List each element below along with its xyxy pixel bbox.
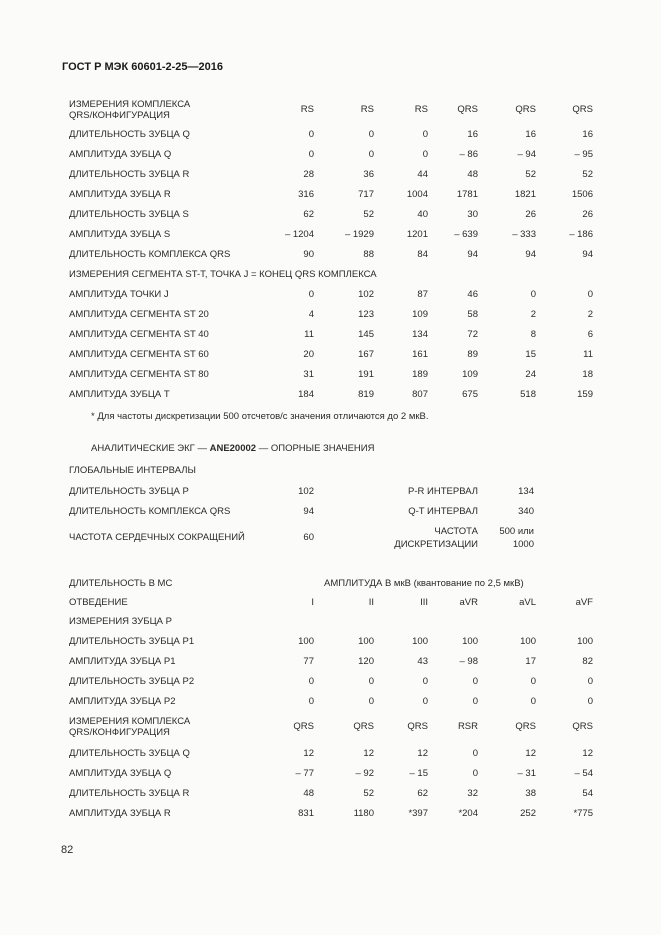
row-label: АМПЛИТУДА ЗУБЦА R — [69, 808, 171, 819]
cell-value: 0 — [530, 696, 536, 707]
cell-value: 102 — [358, 289, 374, 300]
row-label: ДЛИТЕЛЬНОСТЬ ЗУБЦА Р2 — [69, 676, 195, 687]
global-intervals-label: ГЛОБАЛЬНЫЕ ИНТЕРВАЛЫ — [69, 465, 196, 476]
cell-value: – 94 — [517, 149, 536, 160]
cell-value: II — [368, 597, 374, 608]
cell-value: 109 — [412, 309, 428, 320]
cell-value: 100 — [358, 636, 374, 647]
qt-interval-label: Q-T ИНТЕРВАЛ — [408, 506, 478, 517]
cell-value: 8 — [530, 329, 536, 340]
row-label-line: QRS/КОНФИГУРАЦИЯ — [69, 110, 170, 121]
cell-value: 6 — [587, 329, 593, 340]
footnote: * Для частоты дискретизации 500 отсчетов/с значения отличаются до 2 мкВ. — [91, 411, 429, 422]
cell-value: – 639 — [454, 229, 478, 240]
cell-value: 1180 — [353, 808, 374, 819]
row-label: АМПЛИТУДА ЗУБЦА Т — [69, 389, 170, 400]
cell-value: 24 — [525, 369, 536, 380]
sampling-rate-label-line1: ЧАСТОТА — [434, 526, 478, 537]
cell-value: 0 — [308, 149, 314, 160]
row-label: ДЛИТЕЛЬНОСТЬ ЗУБЦА Q — [69, 748, 190, 759]
table-header-row — [69, 99, 593, 123]
cell-value: 161 — [412, 349, 428, 360]
section-title-prefix: АНАЛИТИЧЕСКИЕ ЭКГ — — [91, 443, 210, 454]
p-duration-value: 102 — [298, 486, 314, 497]
row-label: АМПЛИТУДА ЗУБЦА R — [69, 189, 171, 200]
row-label-line: ИЗМЕРЕНИЯ КОМПЛЕКСА — [69, 716, 191, 727]
table-row — [69, 229, 593, 243]
cell-value: 0 — [422, 676, 428, 687]
table-row — [69, 349, 593, 363]
pr-interval-value: 134 — [518, 486, 534, 497]
cell-value: 0 — [472, 696, 478, 707]
cell-value: – 92 — [355, 768, 374, 779]
cell-value: 120 — [358, 656, 374, 667]
cell-value: 43 — [417, 656, 428, 667]
cell-value: 2 — [587, 309, 593, 320]
cell-value: QRS — [293, 721, 314, 732]
table-row — [69, 748, 593, 762]
cell-value: 2 — [530, 309, 536, 320]
table-row — [69, 289, 593, 303]
row-label: АМПЛИТУДА СЕГМЕНТА ST 60 — [69, 349, 209, 360]
cell-value: 100 — [298, 636, 314, 647]
table-row — [69, 676, 593, 690]
table-row — [69, 696, 593, 710]
cell-value: 94 — [525, 249, 536, 260]
cell-value: 0 — [368, 129, 374, 140]
row-label: АМПЛИТУДА ЗУБЦА Р1 — [69, 656, 176, 667]
cell-value: 17 — [525, 656, 536, 667]
cell-value: 252 — [520, 808, 536, 819]
cell-value: RS — [300, 104, 314, 115]
table-header-row — [69, 716, 593, 740]
cell-value: 1201 — [406, 229, 428, 240]
cell-value: 1821 — [514, 189, 536, 200]
cell-value: aVR — [459, 597, 478, 608]
cell-value: 717 — [358, 189, 374, 200]
cell-value: 0 — [422, 129, 428, 140]
row-label: ДЛИТЕЛЬНОСТЬ ЗУБЦА Q — [69, 129, 190, 140]
row-label: ДЛИТЕЛЬНОСТЬ ЗУБЦА S — [69, 209, 189, 220]
cell-value: 0 — [368, 676, 374, 687]
cell-value: 90 — [303, 249, 314, 260]
sampling-rate-value — [486, 525, 534, 551]
cell-value: 134 — [412, 329, 428, 340]
table-row — [69, 369, 593, 383]
table-row — [69, 329, 593, 343]
qrs-duration-value: 94 — [303, 506, 314, 517]
cell-value: – 15 — [409, 768, 428, 779]
cell-value: 16 — [582, 129, 593, 140]
table-row — [69, 788, 593, 802]
cell-value: 46 — [467, 289, 478, 300]
cell-value: 15 — [525, 349, 536, 360]
cell-value: 18 — [582, 369, 593, 380]
cell-value: 0 — [422, 149, 428, 160]
cell-value: *397 — [408, 808, 428, 819]
cell-value: 52 — [363, 788, 374, 799]
cell-value: 0 — [422, 696, 428, 707]
cell-value: 0 — [308, 289, 314, 300]
cell-value: 32 — [467, 788, 478, 799]
cell-value: 167 — [358, 349, 374, 360]
cell-value: 62 — [303, 209, 314, 220]
cell-value: 36 — [363, 169, 374, 180]
cell-value: – 186 — [569, 229, 593, 240]
cell-value: 26 — [525, 209, 536, 220]
table-row — [69, 169, 593, 183]
cell-value: – 31 — [517, 768, 536, 779]
row-label: ДЛИТЕЛЬНОСТЬ ЗУБЦА Р1 — [69, 636, 195, 647]
cell-value: – 77 — [295, 768, 314, 779]
cell-value: 0 — [587, 289, 593, 300]
cell-value: III — [420, 597, 428, 608]
cell-value: 819 — [358, 389, 374, 400]
cell-value: 52 — [525, 169, 536, 180]
cell-value: 12 — [417, 748, 428, 759]
cell-value: 82 — [582, 656, 593, 667]
cell-value: 4 — [308, 309, 314, 320]
row-label: АМПЛИТУДА ЗУБЦА Q — [69, 768, 172, 779]
p-duration-label: ДЛИТЕЛЬНОСТЬ ЗУБЦА Р — [69, 486, 189, 497]
cell-value: QRS — [457, 104, 478, 115]
cell-value: – 333 — [512, 229, 536, 240]
cell-value: 26 — [582, 209, 593, 220]
cell-value: 11 — [583, 349, 593, 360]
cell-value: QRS — [572, 104, 593, 115]
row-label: ОТВЕДЕНИЕ — [69, 597, 128, 608]
cell-value: 88 — [363, 249, 374, 260]
heart-rate-label: ЧАСТОТА СЕРДЕЧНЫХ СОКРАЩЕНИЙ — [69, 532, 245, 543]
cell-value: QRS — [353, 721, 374, 732]
cell-value: QRS — [407, 721, 428, 732]
cell-value: aVL — [519, 597, 536, 608]
cell-value: 52 — [582, 169, 593, 180]
cell-value: 184 — [298, 389, 314, 400]
cell-value: 0 — [308, 696, 314, 707]
pr-interval-label: Р-R ИНТЕРВАЛ — [408, 486, 478, 497]
row-label: ИЗМЕРЕНИЯ ЗУБЦА Р — [69, 616, 172, 627]
cell-value: – 95 — [574, 149, 593, 160]
cell-value: 77 — [303, 656, 314, 667]
cell-value: 1781 — [456, 189, 478, 200]
table-row — [69, 389, 593, 403]
sampling-rate-label — [380, 525, 478, 551]
cell-value: 0 — [472, 748, 478, 759]
row-label-line: QRS/КОНФИГУРАЦИЯ — [69, 727, 170, 738]
cell-value: 831 — [298, 808, 314, 819]
cell-value: 62 — [417, 788, 428, 799]
cell-value: – 1929 — [344, 229, 374, 240]
cell-value: 52 — [363, 209, 374, 220]
cell-value: 0 — [368, 149, 374, 160]
cell-value: 87 — [417, 289, 428, 300]
duration-unit-label: ДЛИТЕЛЬНОСТЬ В МС — [69, 578, 173, 589]
cell-value: 109 — [462, 369, 478, 380]
cell-value: aVF — [575, 597, 593, 608]
row-label: АМПЛИТУДА СЕГМЕНТА ST 40 — [69, 329, 209, 340]
cell-value: 16 — [467, 129, 478, 140]
row-label: ИЗМЕРЕНИЯ СЕГМЕНТА ST-T, ТОЧКА J = КОНЕЦ QRS КОМПЛЕКСА — [69, 269, 377, 280]
table-row — [69, 808, 593, 822]
cell-value: 0 — [308, 676, 314, 687]
cell-value: 100 — [412, 636, 428, 647]
cell-value: 28 — [303, 169, 314, 180]
table-row — [69, 656, 593, 670]
cell-value: 316 — [298, 189, 314, 200]
section-title-suffix: — ОПОРНЫЕ ЗНАЧЕНИЯ — [256, 443, 375, 454]
row-label: ДЛИТЕЛЬНОСТЬ КОМПЛЕКСА QRS — [69, 249, 231, 260]
row-label — [69, 99, 190, 121]
cell-value: 1004 — [406, 189, 428, 200]
document-header: ГОСТ Р МЭК 60601-2-25—2016 — [62, 61, 223, 73]
cell-value: 145 — [358, 329, 374, 340]
row-label: ДЛИТЕЛЬНОСТЬ ЗУБЦА R — [69, 788, 190, 799]
cell-value: 20 — [303, 349, 314, 360]
cell-value: 11 — [304, 329, 314, 340]
cell-value: 72 — [467, 329, 478, 340]
amplitude-unit-label: АМПЛИТУДА В мкВ (квантование по 2,5 мкВ) — [324, 578, 524, 589]
page-number: 82 — [61, 844, 74, 856]
cell-value: 94 — [582, 249, 593, 260]
cell-value: 189 — [412, 369, 428, 380]
table-row — [69, 636, 593, 650]
cell-value: 54 — [582, 788, 593, 799]
cell-value: 0 — [472, 768, 478, 779]
cell-value: RSR — [457, 721, 478, 732]
table-row — [69, 189, 593, 203]
cell-value: 0 — [530, 289, 536, 300]
cell-value: 518 — [520, 389, 536, 400]
lead-header-row — [69, 597, 593, 611]
cell-value: 0 — [368, 696, 374, 707]
cell-value: QRS — [515, 721, 536, 732]
section-label-row — [69, 616, 593, 630]
cell-value: 0 — [472, 676, 478, 687]
cell-value: 807 — [412, 389, 428, 400]
cell-value: 58 — [467, 309, 478, 320]
row-label: АМПЛИТУДА СЕГМЕНТА ST 80 — [69, 369, 209, 380]
row-label: АМПЛИТУДА ЗУБЦА S — [69, 229, 171, 240]
sampling-rate-value-line1: 500 или — [499, 526, 534, 537]
qrs-duration-label: ДЛИТЕЛЬНОСТЬ КОМПЛЕКСА QRS — [69, 506, 231, 517]
row-label: АМПЛИТУДА ЗУБЦА Q — [69, 149, 172, 160]
cell-value: 38 — [525, 788, 536, 799]
cell-value: 84 — [417, 249, 428, 260]
cell-value: 16 — [525, 129, 536, 140]
cell-value: QRS — [515, 104, 536, 115]
cell-value: – 86 — [459, 149, 478, 160]
row-label: АМПЛИТУДА ЗУБЦА Р2 — [69, 696, 176, 707]
sampling-rate-value-line2: 1000 — [512, 539, 534, 550]
table-row — [69, 129, 593, 143]
cell-value: – 54 — [574, 768, 593, 779]
row-label-line: ИЗМЕРЕНИЯ КОМПЛЕКСА — [69, 99, 191, 110]
table-row — [69, 768, 593, 782]
table-row — [69, 309, 593, 323]
cell-value: 0 — [308, 129, 314, 140]
cell-value: *775 — [573, 808, 593, 819]
cell-value: 191 — [358, 369, 374, 380]
cell-value: 159 — [577, 389, 593, 400]
heart-rate-value: 60 — [303, 532, 314, 543]
row-label — [69, 716, 190, 738]
cell-value: 0 — [587, 676, 593, 687]
cell-value: 12 — [363, 748, 374, 759]
cell-value: 12 — [303, 748, 314, 759]
section-title-ane20002 — [91, 443, 374, 454]
cell-value: RS — [360, 104, 374, 115]
cell-value: 0 — [530, 676, 536, 687]
table-row — [69, 249, 593, 263]
cell-value: – 98 — [459, 656, 478, 667]
cell-value: 30 — [467, 209, 478, 220]
cell-value: 100 — [462, 636, 478, 647]
section-label-row — [69, 269, 593, 283]
cell-value: 123 — [358, 309, 374, 320]
cell-value: 40 — [417, 209, 428, 220]
cell-value: 48 — [467, 169, 478, 180]
cell-value: 12 — [525, 748, 536, 759]
cell-value: 0 — [587, 696, 593, 707]
cell-value: 100 — [520, 636, 536, 647]
row-label: ДЛИТЕЛЬНОСТЬ ЗУБЦА R — [69, 169, 190, 180]
section-title-code: ANE20002 — [209, 443, 257, 454]
cell-value: 1506 — [571, 189, 593, 200]
table-row — [69, 209, 593, 223]
table-row — [69, 149, 593, 163]
row-label: АМПЛИТУДА ТОЧКИ J — [69, 289, 169, 300]
cell-value: I — [311, 597, 314, 608]
cell-value: 12 — [582, 748, 593, 759]
cell-value: 31 — [303, 369, 314, 380]
row-label: АМПЛИТУДА СЕГМЕНТА ST 20 — [69, 309, 209, 320]
qt-interval-value: 340 — [518, 506, 534, 517]
cell-value: 44 — [417, 169, 428, 180]
cell-value: 48 — [303, 788, 314, 799]
cell-value: – 1204 — [284, 229, 314, 240]
cell-value: 675 — [462, 389, 478, 400]
sampling-rate-label-line2: ДИСКРЕТИЗАЦИИ — [394, 539, 478, 550]
cell-value: 94 — [467, 249, 478, 260]
cell-value: 100 — [577, 636, 593, 647]
cell-value: 89 — [467, 349, 478, 360]
cell-value: QRS — [572, 721, 593, 732]
cell-value: *204 — [458, 808, 478, 819]
cell-value: RS — [414, 104, 428, 115]
